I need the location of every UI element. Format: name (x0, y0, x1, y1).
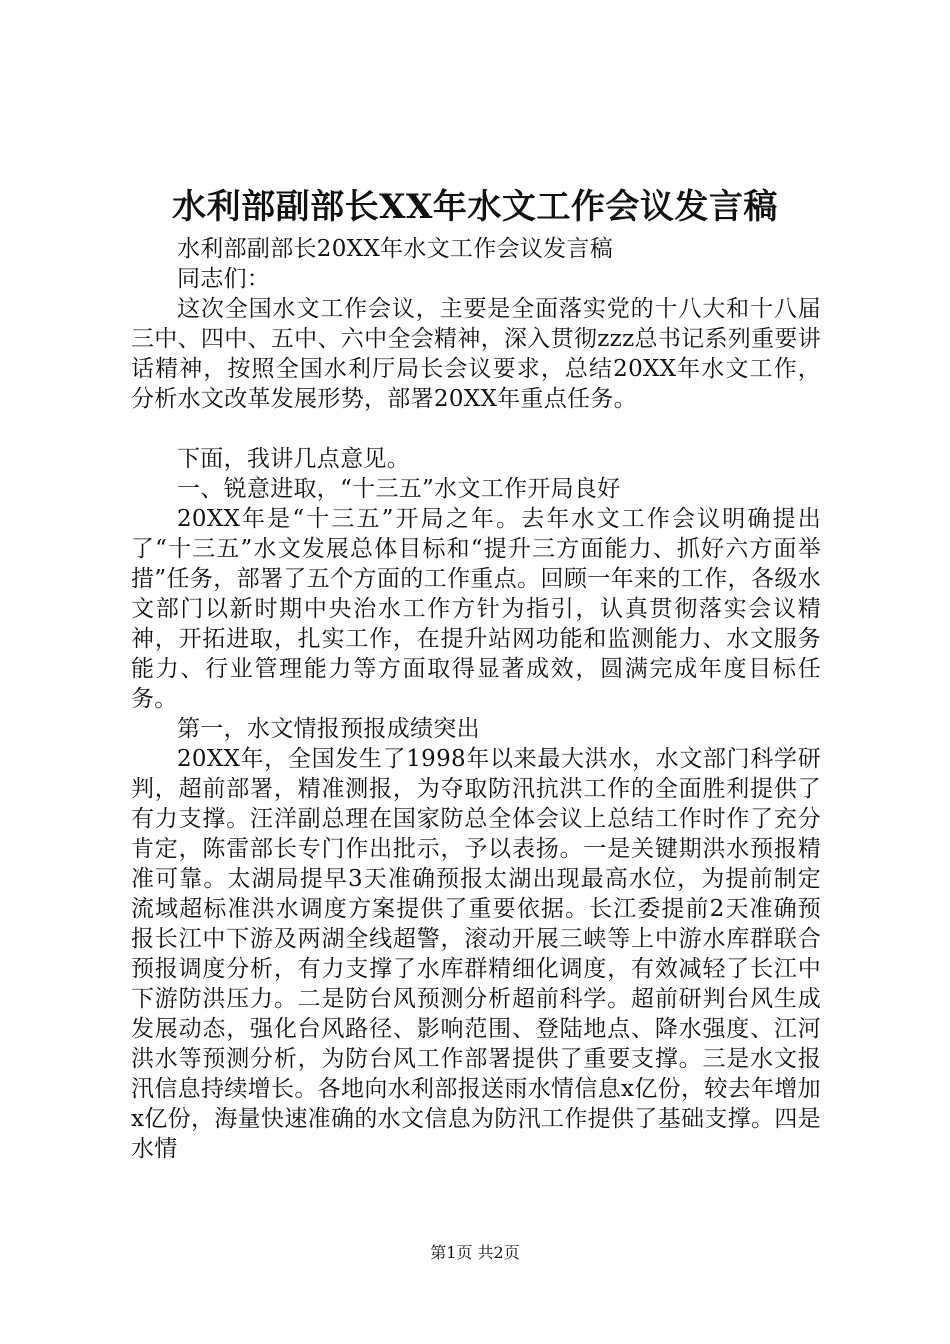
document-title: 水利部副部长XX年水文工作会议发言稿 (172, 187, 778, 227)
subsection-heading-1: 第一，水文情报预报成绩突出 (177, 716, 480, 742)
salutation-paragraph: 同志们： (177, 266, 271, 292)
document-body (131, 234, 821, 1164)
subtitle-paragraph: 水利部副部长20XX年水文工作会议发言稿 (177, 236, 614, 262)
page-number-footer: 第1页 共2页 (430, 1243, 520, 1262)
section-heading-1: 一、锐意进取，“十三五”水文工作开局良好 (177, 476, 621, 502)
section-1-paragraph: 20XX年是“十三五”开局之年。去年水文工作会议明确提出了“十三五”水文发展总体目标和“提升三方面能力、抓好六方面举措”任务，部署了五个方面的工作重点。回顾一年来的工作，各级水文部门以新时期中央治水工作方针为指引，认真贯彻落实会议精神，开拓进取，扎实工作，在提升站网功能和监测能力、水文服务能力、行业管理能力等方面取得显著成效，圆满完成年度目标任务。 (131, 506, 821, 712)
intro-paragraph: 这次全国水文工作会议，主要是全面落实党的十八大和十八届三中、四中、五中、六中全会精神，深入贯彻zzz总书记系列重要讲话精神，按照全国水利厅局长会议要求，总结20XX年水文工作，分析水文改革发展形势，部署20XX年重点任务。 (131, 296, 821, 412)
subsection-1-paragraph: 20XX年，全国发生了1998年以来最大洪水，水文部门科学研判，超前部署，精准测报，为夺取防汛抗洪工作的全面胜利提供了有力支撑。汪洋副总理在国家防总全体会议上总结工作时作了充分肯定，陈雷部长专门作出批示，予以表扬。一是关键期洪水预报精准可靠。太湖局提早3天准确预报太湖出现最高水位，为提前制定流域超标准洪水调度方案提供了重要依据。长江委提前2天准确预报长江中下游及两湖全线超警，滚动开展三峡等上中游水库群联合预报调度分析，有力支撑了水库群精细化调度，有效减轻了长江中下游防洪压力。二是防台风预测分析超前科学。超前研判台风生成发展动态，强化台风路径、影响范围、登陆地点、降水强度、江河洪水等预测分析，为防台风工作部署提供了重要支撑。三是水文报汛信息持续增长。各地向水利部报送雨水情信息x亿份，较去年增加x亿份，海量快速准确的水文信息为防汛工作提供了基础支撑。四是水情 (131, 746, 821, 1162)
opinion-paragraph: 下面，我讲几点意见。 (177, 446, 410, 472)
paragraph-spacer (131, 414, 821, 444)
